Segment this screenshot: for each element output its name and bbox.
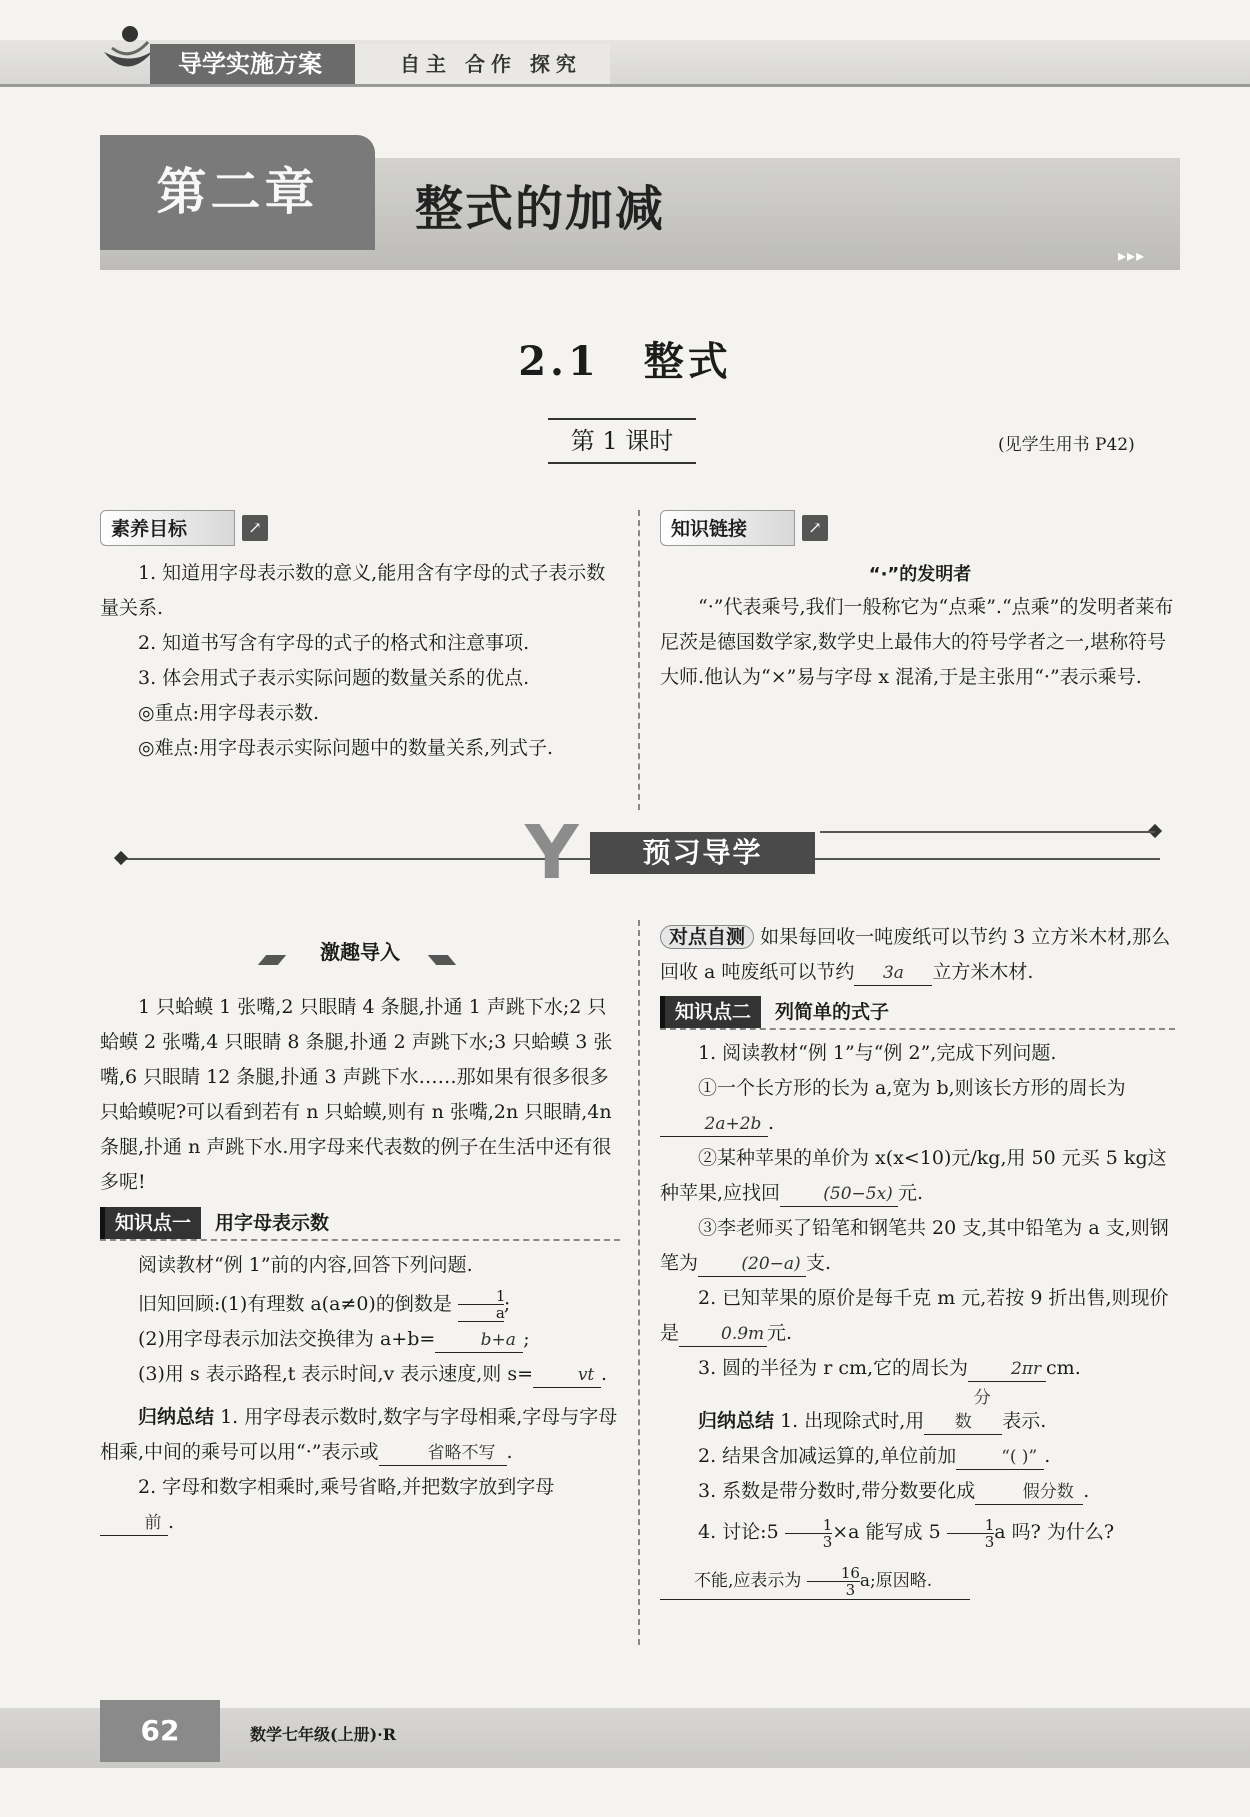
kp2-name: 列简单的式子 xyxy=(775,1001,890,1023)
series-tag: 导学实施方案 xyxy=(150,44,355,84)
summary-label: 归纳总结 xyxy=(138,1406,215,1428)
chevron-right-icon: ▸▸▸ xyxy=(1118,246,1146,265)
mixed-fraction: $\frac{1}{3}$ xyxy=(947,1517,995,1550)
kp2-q1b: ②某种苹果的单价为 x(x<10)元/kg,用 50 元买 5 kg这种苹果,应找回 (50−5x) 元. xyxy=(660,1141,1180,1211)
link-paragraph: “·”代表乘号,我们一般称它为“点乘”.“点乘”的发明者莱布尼茨是德国数学家,数学史上最伟大的符号学者之一,堪称符号大师.他认为“×”易与字母 x 混淆,于是主张用“·”表示乘号. xyxy=(660,596,1174,688)
answer-blank: 假分数 xyxy=(975,1480,1083,1505)
column-divider xyxy=(638,510,640,810)
chapter-title: 整式的加减 xyxy=(415,181,666,237)
link-title: “·”的发明者 xyxy=(868,564,972,585)
kp1-name: 用字母表示数 xyxy=(215,1212,330,1234)
goal-difficulty: ◎难点:用字母表示实际问题中的数量关系,列式子. xyxy=(138,737,554,759)
summary-label: 归纳总结 xyxy=(698,1410,775,1432)
rule-dot xyxy=(114,851,128,865)
kp2-summary-2: 2. 结果含加减运算的,单位前加 “( )” . xyxy=(660,1439,1180,1474)
kp1-q1: 旧知回顾:(1)有理数 a(a≠0)的倒数是 $\frac{1}{a}$ ; xyxy=(138,1287,511,1322)
goal-item: 3. 体会用式子表示实际问题的数量关系的优点. xyxy=(138,667,530,689)
kp2-tag: 知识点二 xyxy=(660,996,761,1028)
selftest-label: 对点自测 xyxy=(660,925,754,949)
intro-text xyxy=(100,990,620,1200)
preview-title: 预习导学 xyxy=(590,832,815,874)
kp2-summary-3: 3. 系数是带分数时,带分数要化成 假分数 . xyxy=(660,1474,1180,1509)
answer-blank: 3a xyxy=(854,961,932,986)
kp2-summary-1: 归纳总结 1. 出现除式时,用分数 表示. xyxy=(660,1386,1180,1439)
column-divider xyxy=(638,920,640,1645)
chapter-label: 第二章 xyxy=(100,135,375,250)
selftest-text: 对点自测 如果每回收一吨废纸可以节约 3 立方米木材,那么回收 a 吨废纸可以节约 3a 立方米木材. xyxy=(660,920,1180,990)
kp2-q3: 3. 圆的半径为 r cm,它的周长为 2πr cm. xyxy=(660,1351,1180,1386)
preview-letter: Y xyxy=(525,810,579,896)
answer-blank: 省略不写 xyxy=(379,1441,507,1466)
intro-title: 激趣导入 xyxy=(320,940,400,964)
mixed-fraction: $\frac{1}{3}$ xyxy=(785,1517,833,1550)
answer-fraction: $\frac{16}{3}$ xyxy=(807,1565,860,1598)
kp1-intro: 阅读教材“例 1”前的内容,回答下列问题. xyxy=(138,1254,473,1276)
kp2-header xyxy=(660,996,1175,1030)
kp2-q1c: ③李老师买了铅笔和钢笔共 20 支,其中铅笔为 a 支,则钢笔为 (20−a) 支. xyxy=(660,1211,1180,1281)
selftest xyxy=(660,920,1180,990)
section-title: 2.1 整式 xyxy=(518,338,732,385)
kp1-summary-2: 2. 字母和数字相乘时,乘号省略,并把数字放到字母前 . xyxy=(100,1470,620,1540)
answer-fraction: $\frac{1}{a}$ xyxy=(458,1288,504,1322)
kp1-body xyxy=(100,1248,620,1540)
kp2-summary-4: 4. 讨论:5 $\frac{1}{3}$ ×a 能写成 5 $\frac{1}{3}$ a 吗? 为什么? xyxy=(698,1515,1115,1551)
kp1-q2: (2)用字母表示加法交换律为 a+b= b+a ; xyxy=(100,1322,620,1357)
answer-blank: (50−5x) xyxy=(780,1182,898,1207)
answer-blank: (20−a) xyxy=(698,1252,806,1277)
link-header: 知识链接 xyxy=(660,510,795,546)
goal-item: 2. 知道书写含有字母的式子的格式和注意事项. xyxy=(138,632,530,654)
series-subtitle: 自主 合作 探究 xyxy=(355,44,610,84)
goals-list xyxy=(100,556,620,766)
kp1-tag: 知识点一 xyxy=(100,1207,201,1239)
kp2-discussion-answer: 不能,应表示为 $\frac{16}{3}$ a;原因略. xyxy=(660,1564,970,1600)
intro-paragraph: 1 只蛤蟆 1 张嘴,2 只眼睛 4 条腿,扑通 1 声跳下水;2 只蛤蟆 2 张嘴,4 只眼睛 8 条腿,扑通 2 声跳下水;3 只蛤蟆 3 张嘴,6 只眼睛 12 条腿,扑通 3 声跳下水……那如果有很多很多只蛤蟆呢?可以看到若有 n 只蛤蟆,则有 n 张嘴,2n 只眼睛,4n 条腿,扑通 n 声跳下水.用字母来代表数的例子在生活中还有很多呢! xyxy=(100,996,613,1193)
arrow-icon: ↗ xyxy=(802,515,828,541)
kp2-q1: 1. 阅读教材“例 1”与“例 2”,完成下列问题. xyxy=(698,1042,1057,1064)
kp1-summary-1: 归纳总结 1. 用字母表示数时,数字与字母相乘,字母与字母相乘,中间的乘号可以用“·”表示或 省略不写 . xyxy=(100,1400,620,1470)
lesson-label: 第 1 课时 xyxy=(548,418,696,464)
goal-item: 1. 知道用字母表示数的意义,能用含有字母的式子表示数量关系. xyxy=(100,562,606,619)
kp1-header xyxy=(100,1207,620,1241)
answer-blank: 0.9m xyxy=(679,1322,767,1347)
book-reference: (见学生用书 P42) xyxy=(998,435,1135,455)
answer-blank: “( )” xyxy=(956,1445,1044,1470)
kp2-q2: 2. 已知苹果的原价是每千克 m 元,若按 9 折出售,则现价是 0.9m 元. xyxy=(660,1281,1180,1351)
kp2-body xyxy=(660,1036,1180,1600)
link-text xyxy=(660,590,1180,695)
answer-blank: b+a xyxy=(435,1328,523,1353)
page-number: 62 xyxy=(100,1700,220,1762)
arrow-icon: ↗ xyxy=(242,515,268,541)
goal-key-point: ◎重点:用字母表示数. xyxy=(138,702,320,724)
answer-blank: vt xyxy=(533,1363,601,1388)
answer-blank: 2a+2b xyxy=(660,1112,768,1137)
logo-icon xyxy=(98,22,158,82)
kp1-q3: (3)用 s 表示路程,t 表示时间,v 表示速度,则 s= vt . xyxy=(100,1357,620,1392)
answer-blank: 前 xyxy=(100,1511,168,1536)
answer-blank: 分数 xyxy=(924,1386,1002,1435)
answer-blank: 2πr xyxy=(968,1357,1046,1382)
section-rule xyxy=(820,831,1155,833)
book-title: 数学七年级(上册)·R xyxy=(250,1725,397,1744)
kp2-q1a: ①一个长方形的长为 a,宽为 b,则该长方形的周长为2a+2b . xyxy=(660,1071,1180,1141)
goals-header: 素养目标 xyxy=(100,510,235,546)
